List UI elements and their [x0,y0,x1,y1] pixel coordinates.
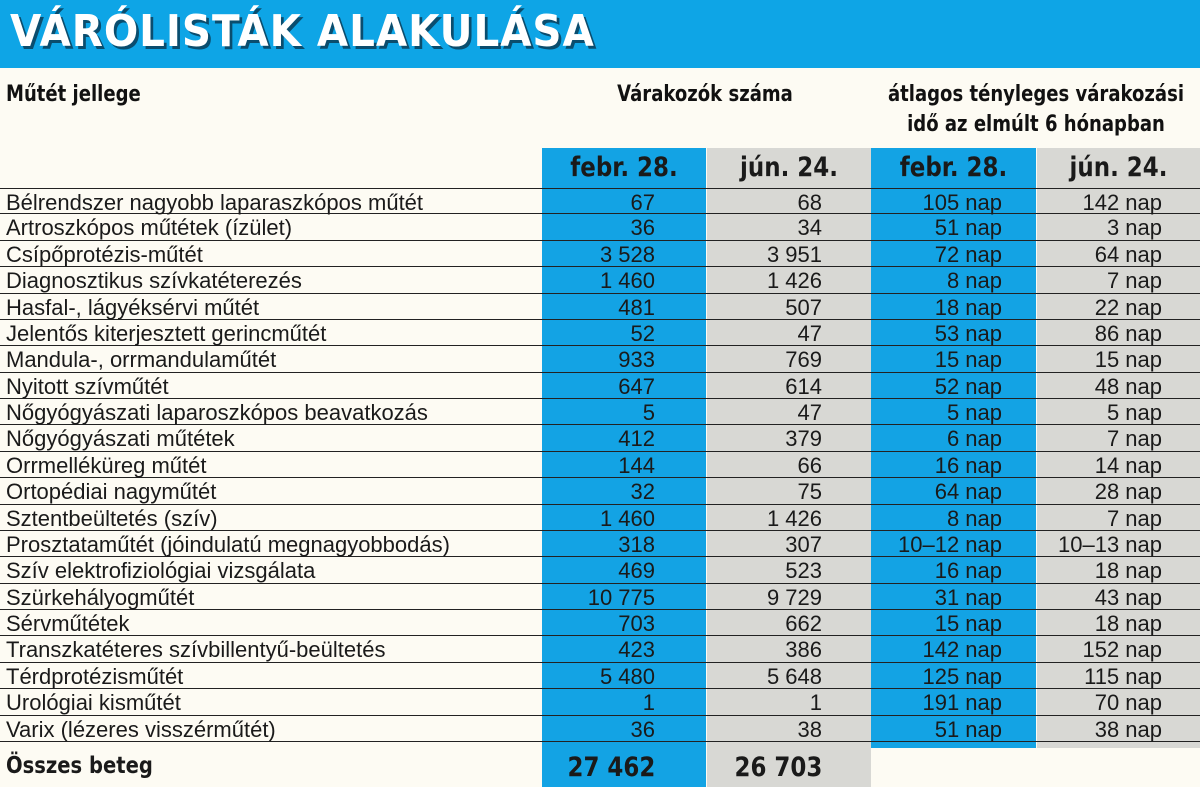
waiting-feb: 1 460 [599,505,655,531]
wait-time-feb: 6 nap [946,426,1002,452]
waiting-feb: 1 [642,690,655,716]
data-table [0,188,1200,742]
header-date-waiting-jun: jún. 24. [740,152,838,183]
wait-time-feb: 52 nap [934,373,1002,399]
wait-time-feb: 31 nap [934,584,1002,610]
wait-time-feb: 18 nap [934,294,1002,320]
wait-time-feb: 10–12 nap [898,531,1002,557]
wait-time-feb: 64 nap [934,479,1002,505]
wait-time-jun: 86 nap [1094,320,1162,346]
wait-time-jun: 43 nap [1094,584,1162,610]
total-waiting-feb: 27 462 [567,752,655,783]
wait-time-jun: 22 nap [1094,294,1162,320]
waiting-jun: 47 [797,400,822,425]
waiting-feb: 1 460 [599,268,655,294]
wait-time-feb: 142 nap [922,637,1002,663]
waiting-feb: 647 [618,373,655,399]
wait-time-jun: 7 nap [1106,505,1162,531]
table-row [0,188,1200,214]
wait-time-jun: 18 nap [1094,558,1162,584]
header-avg-wait-line1: átlagos tényleges várakozási [887,82,1185,107]
wait-time-feb: 16 nap [934,558,1002,584]
procedure-name: Nőgyógyászati laparoszkópos beavatkozás [6,400,428,425]
table-row [0,557,1200,583]
wait-time-feb: 125 nap [922,663,1002,689]
table-row [0,267,1200,293]
table-row [0,531,1200,557]
waiting-jun: 68 [797,190,822,215]
procedure-name: Orrmelléküreg műtét [6,452,207,478]
wait-time-feb: 191 nap [922,690,1002,716]
waiting-feb: 933 [618,347,655,373]
table-row [0,399,1200,425]
wait-time-jun: 18 nap [1094,611,1162,636]
wait-time-feb: 53 nap [934,320,1002,346]
procedure-name: Sérvműtétek [6,611,130,636]
table-row [0,346,1200,372]
table-row [0,214,1200,240]
header-date-wait-jun: jún. 24. [1069,152,1168,183]
waiting-jun: 379 [785,426,822,452]
table-row [0,716,1200,742]
wait-time-jun: 7 nap [1106,426,1162,452]
waiting-jun: 38 [797,716,822,742]
table-row [0,294,1200,320]
procedure-name: Jelentős kiterjesztett gerincműtét [6,320,327,346]
wait-time-feb: 51 nap [934,215,1002,241]
wait-time-feb: 72 nap [934,241,1002,267]
wait-time-feb: 105 nap [922,190,1002,215]
table-row [0,320,1200,346]
wait-time-feb: 15 nap [934,347,1002,373]
waiting-jun: 75 [797,479,822,505]
table-row [0,452,1200,478]
wait-time-feb: 15 nap [934,611,1002,636]
waiting-jun: 9 729 [766,584,822,610]
table-row [0,636,1200,662]
waiting-feb: 423 [618,637,655,663]
waiting-feb: 67 [630,190,655,215]
waiting-feb: 32 [630,479,655,505]
table-row [0,610,1200,636]
procedure-name: Bélrendszer nagyobb laparaszkópos műtét [6,190,424,215]
waiting-feb: 318 [618,531,655,557]
wait-time-jun: 70 nap [1094,690,1162,716]
waiting-feb: 703 [618,611,655,636]
wait-time-jun: 15 nap [1094,347,1162,373]
header-date-waiting-feb: febr. 28. [570,152,678,183]
page-title: VÁRÓLISTÁK ALAKULÁSA [10,6,595,57]
wait-time-jun: 28 nap [1094,479,1162,505]
procedure-name: Nőgyógyászati műtétek [6,426,235,452]
header-date-wait-feb: febr. 28. [899,152,1008,183]
waiting-jun: 3 951 [766,241,822,267]
procedure-name: Szürkehályogműtét [6,584,195,610]
waiting-jun: 662 [785,611,822,636]
waiting-feb: 3 528 [599,241,655,267]
wait-time-jun: 64 nap [1094,241,1162,267]
wait-time-jun: 3 nap [1106,215,1162,241]
waiting-jun: 1 [809,690,822,716]
table-row [0,425,1200,451]
waiting-feb: 10 775 [587,584,655,610]
waiting-feb: 481 [618,294,655,320]
wait-time-jun: 10–13 nap [1058,531,1162,557]
waiting-feb: 5 480 [599,663,655,689]
waiting-feb: 144 [618,452,655,478]
wait-time-jun: 48 nap [1094,373,1162,399]
table-row [0,241,1200,267]
header-procedure: Műtét jellege [6,82,141,107]
procedure-name: Ortopédiai nagyműtét [6,479,217,505]
waiting-jun: 1 426 [766,505,822,531]
waiting-jun: 47 [797,320,822,346]
wait-time-jun: 142 nap [1082,190,1162,215]
procedure-name: Transzkatéteres szívbillentyű-beültetés [6,637,386,663]
procedure-name: Varix (lézeres visszérműtét) [6,716,276,742]
procedure-name: Mandula-, orrmandulaműtét [6,347,277,373]
procedure-name: Artroszkópos műtétek (ízület) [6,215,293,241]
wait-time-jun: 14 nap [1094,452,1162,478]
waiting-jun: 386 [785,637,822,663]
procedure-name: Prosztataműtét (jóindulatú megnagyobbodás) [6,531,450,557]
wait-time-feb: 5 nap [946,400,1002,425]
table-row [0,373,1200,399]
table-row [0,663,1200,689]
waiting-jun: 523 [785,558,822,584]
waiting-feb: 52 [630,320,655,346]
waiting-feb: 36 [630,215,655,241]
wait-time-jun: 38 nap [1094,716,1162,742]
waiting-jun: 307 [785,531,822,557]
waiting-jun: 769 [785,347,822,373]
waiting-jun: 507 [785,294,822,320]
procedure-name: Csípőprotézis-műtét [6,241,203,267]
header-avg-wait-line2: idő az elmúlt 6 hónapban [907,112,1165,137]
procedure-name: Szív elektrofiziológiai vizsgálata [6,558,316,584]
waiting-jun: 34 [797,215,822,241]
wait-time-jun: 7 nap [1106,268,1162,294]
procedure-name: Sztentbeültetés (szív) [6,505,218,531]
procedure-name: Diagnosztikus szívkatéterezés [6,268,302,294]
wait-time-jun: 152 nap [1082,637,1162,663]
waiting-jun: 614 [785,373,822,399]
title-bar [0,0,1200,68]
wait-time-jun: 115 nap [1084,663,1162,689]
waiting-feb: 36 [630,716,655,742]
wait-time-feb: 51 nap [934,716,1002,742]
table-row [0,689,1200,715]
waiting-jun: 1 426 [766,268,822,294]
wait-time-jun: 5 nap [1106,400,1162,425]
procedure-name: Nyitott szívműtét [6,373,169,399]
waiting-jun: 5 648 [766,663,822,689]
total-row [0,748,1200,787]
waiting-feb: 412 [618,426,655,452]
procedure-name: Hasfal-, lágyéksérvi műtét [6,294,260,320]
wait-time-feb: 16 nap [934,452,1002,478]
wait-time-feb: 8 nap [946,268,1002,294]
wait-time-feb: 8 nap [946,505,1002,531]
table-row [0,584,1200,610]
total-waiting-jun: 26 703 [734,752,822,783]
procedure-name: Urológiai kisműtét [6,690,181,716]
waiting-feb: 469 [618,558,655,584]
waiting-jun: 66 [797,452,822,478]
table-row [0,505,1200,531]
header-waiting-count: Várakozók száma [617,82,793,107]
total-label: Összes beteg [6,753,153,779]
procedure-name: Térdprotézisműtét [6,663,184,689]
waiting-feb: 5 [642,400,655,425]
table-row [0,478,1200,504]
